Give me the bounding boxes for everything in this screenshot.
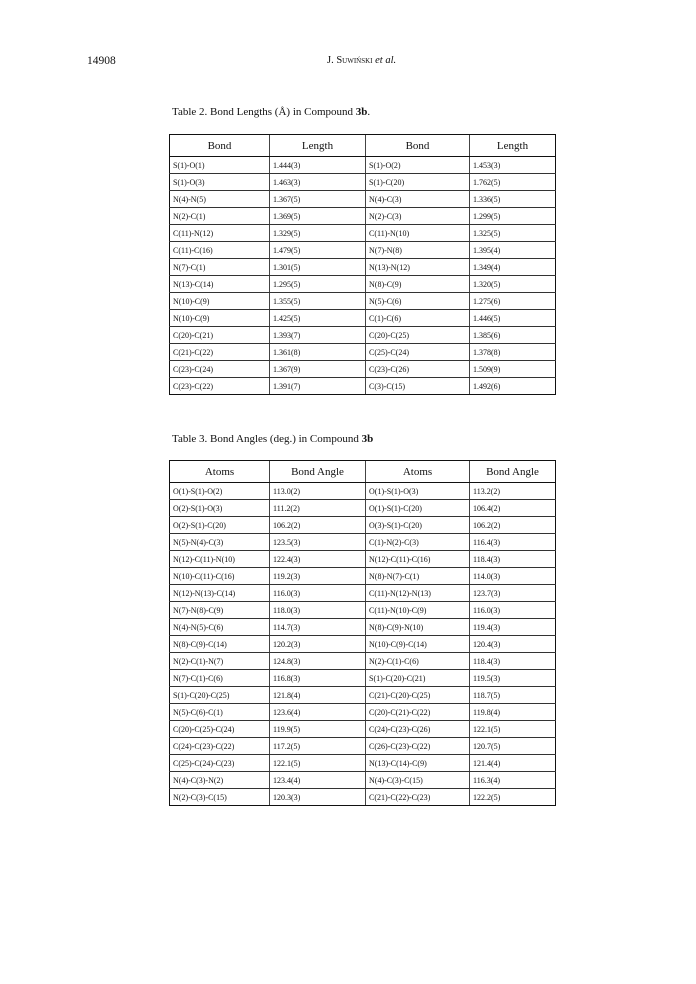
table-cell: 123.6(4) [270, 704, 366, 721]
table-cell: 122.2(5) [470, 789, 556, 806]
table-cell: C(21)-C(22) [170, 344, 270, 361]
table-cell: 118.4(3) [470, 551, 556, 568]
table3-caption-text: Table 3. Bond Angles (deg.) in Compound [172, 433, 362, 445]
table-cell: 120.7(5) [470, 738, 556, 755]
bond-angles-table [169, 460, 556, 806]
table-cell: C(24)-C(23)-C(26) [366, 721, 470, 738]
table-cell: 1.295(5) [270, 276, 366, 293]
table-cell: C(23)-C(22) [170, 378, 270, 395]
table-cell: 1.509(9) [470, 361, 556, 378]
table-cell: N(5)-C(6)-C(1) [170, 704, 270, 721]
table-cell: 116.8(3) [270, 670, 366, 687]
column-header: Length [270, 135, 366, 157]
table-cell: 119.8(4) [470, 704, 556, 721]
table-cell: N(8)-C(9) [366, 276, 470, 293]
table-cell: C(11)-N(12)-N(13) [366, 585, 470, 602]
table-row [170, 327, 556, 344]
table-cell: 1.425(5) [270, 310, 366, 327]
table-cell: N(5)-C(6) [366, 293, 470, 310]
table-cell: 118.7(5) [470, 687, 556, 704]
table-cell: 123.7(3) [470, 585, 556, 602]
table-cell: 120.2(3) [270, 636, 366, 653]
table-cell: S(1)-C(20) [366, 174, 470, 191]
table-cell: N(13)-N(12) [366, 259, 470, 276]
table-cell: 1.299(5) [470, 208, 556, 225]
table-row [170, 259, 556, 276]
table-cell: N(4)-C(3) [366, 191, 470, 208]
table-cell: 116.3(4) [470, 772, 556, 789]
table-cell: N(7)-N(8)-C(9) [170, 602, 270, 619]
table-cell: 124.8(3) [270, 653, 366, 670]
table-cell: S(1)-O(2) [366, 157, 470, 174]
table-row [170, 636, 556, 653]
table-row [170, 344, 556, 361]
table-cell: 1.385(6) [470, 327, 556, 344]
table-cell: 116.0(3) [270, 585, 366, 602]
table-cell: C(20)-C(25) [366, 327, 470, 344]
table-cell: N(4)-N(5) [170, 191, 270, 208]
table-cell: 1.762(5) [470, 174, 556, 191]
table-row [170, 721, 556, 738]
table-cell: 1.369(5) [270, 208, 366, 225]
table-cell: 1.336(5) [470, 191, 556, 208]
table-cell: 1.320(5) [470, 276, 556, 293]
table-row [170, 551, 556, 568]
table-cell: C(20)-C(25)-C(24) [170, 721, 270, 738]
table-row [170, 602, 556, 619]
table-cell: C(1)-C(6) [366, 310, 470, 327]
table2-caption-compound: 3b [355, 106, 368, 118]
table-cell: O(1)-S(1)-O(3) [366, 483, 470, 500]
table-row [170, 276, 556, 293]
table-cell: C(1)-N(2)-C(3) [366, 534, 470, 551]
table-cell: 111.2(2) [270, 500, 366, 517]
table-cell: O(1)-S(1)-O(2) [170, 483, 270, 500]
table-cell: O(1)-S(1)-C(20) [366, 500, 470, 517]
table-cell: 1.453(3) [470, 157, 556, 174]
table-cell: N(8)-C(9)-N(10) [366, 619, 470, 636]
table-cell: 113.0(2) [270, 483, 366, 500]
table-row [170, 208, 556, 225]
table-cell: C(21)-C(20)-C(25) [366, 687, 470, 704]
table-cell: 1.479(5) [270, 242, 366, 259]
table-cell: 1.355(5) [270, 293, 366, 310]
table-cell: 118.0(3) [270, 602, 366, 619]
table-cell: 1.367(5) [270, 191, 366, 208]
table-cell: 122.1(5) [470, 721, 556, 738]
table-row [170, 755, 556, 772]
table-cell: 1.393(7) [270, 327, 366, 344]
table-cell: C(23)-C(26) [366, 361, 470, 378]
table-cell: 106.2(2) [470, 517, 556, 534]
table-cell: S(1)-C(20)-C(25) [170, 687, 270, 704]
table-cell: 123.4(4) [270, 772, 366, 789]
table-row [170, 789, 556, 806]
column-header: Bond [366, 135, 470, 157]
table-row [170, 653, 556, 670]
table-cell: 1.275(6) [470, 293, 556, 310]
table-cell: 1.325(5) [470, 225, 556, 242]
table-cell: N(2)-C(1)-N(7) [170, 653, 270, 670]
table-cell: 1.444(3) [270, 157, 366, 174]
table-row [170, 225, 556, 242]
table-cell: C(20)-C(21)-C(22) [366, 704, 470, 721]
table-row [170, 670, 556, 687]
table-row [170, 191, 556, 208]
table-row [170, 293, 556, 310]
table-cell: 122.4(3) [270, 551, 366, 568]
table-cell: 1.378(8) [470, 344, 556, 361]
column-header: Bond Angle [270, 461, 366, 483]
table-row [170, 157, 556, 174]
table-cell: C(21)-C(22)-C(23) [366, 789, 470, 806]
table-cell: 123.5(3) [270, 534, 366, 551]
table3-caption [172, 433, 373, 445]
table2-caption-text: Table 2. Bond Lengths (Å) in Compound [172, 106, 356, 118]
table-cell: C(11)-N(10)-C(9) [366, 602, 470, 619]
table-cell: C(25)-C(24)-C(23) [170, 755, 270, 772]
table-cell: N(10)-C(11)-C(16) [170, 568, 270, 585]
table-cell: 106.2(2) [270, 517, 366, 534]
table-cell: S(1)-C(20)-C(21) [366, 670, 470, 687]
table-cell: N(2)-C(3) [366, 208, 470, 225]
table-cell: 117.2(5) [270, 738, 366, 755]
table-cell: C(20)-C(21) [170, 327, 270, 344]
table-cell: 1.463(3) [270, 174, 366, 191]
table-cell: N(7)-C(1) [170, 259, 270, 276]
bond-lengths-table [169, 134, 556, 395]
table-cell: N(8)-C(9)-C(14) [170, 636, 270, 653]
table-row [170, 310, 556, 327]
table-cell: 1.367(9) [270, 361, 366, 378]
table-cell: C(26)-C(23)-C(22) [366, 738, 470, 755]
table-cell: 1.492(6) [470, 378, 556, 395]
table-cell: N(10)-C(9) [170, 293, 270, 310]
table-row [170, 534, 556, 551]
table-header-row [170, 461, 556, 483]
table-cell: 116.0(3) [470, 602, 556, 619]
table-row [170, 568, 556, 585]
table-cell: S(1)-O(3) [170, 174, 270, 191]
table-cell: C(11)-N(12) [170, 225, 270, 242]
column-header: Atoms [366, 461, 470, 483]
table-cell: 113.2(2) [470, 483, 556, 500]
table-cell: N(4)-N(5)-C(6) [170, 619, 270, 636]
table-cell: N(2)-C(1) [170, 208, 270, 225]
table-cell: 118.4(3) [470, 653, 556, 670]
table-row [170, 500, 556, 517]
table-cell: 106.4(2) [470, 500, 556, 517]
table-cell: C(24)-C(23)-C(22) [170, 738, 270, 755]
table-cell: 121.8(4) [270, 687, 366, 704]
table-cell: 116.4(3) [470, 534, 556, 551]
table-cell: 119.9(5) [270, 721, 366, 738]
table-cell: N(10)-C(9)-C(14) [366, 636, 470, 653]
table-cell: N(10)-C(9) [170, 310, 270, 327]
table-cell: N(13)-C(14) [170, 276, 270, 293]
table-cell: N(13)-C(14)-C(9) [366, 755, 470, 772]
table-cell: N(4)-C(3)-C(15) [366, 772, 470, 789]
table-cell: C(11)-C(16) [170, 242, 270, 259]
table-cell: S(1)-O(1) [170, 157, 270, 174]
table-cell: 121.4(4) [470, 755, 556, 772]
column-header: Bond Angle [470, 461, 556, 483]
table-row [170, 687, 556, 704]
table-cell: 1.391(7) [270, 378, 366, 395]
running-head-author: J. Suwiński [327, 55, 373, 66]
table-cell: N(2)-C(1)-C(6) [366, 653, 470, 670]
running-head [327, 55, 396, 66]
table-cell: N(4)-C(3)-N(2) [170, 772, 270, 789]
table-row [170, 619, 556, 636]
table-cell: N(7)-N(8) [366, 242, 470, 259]
table-cell: 1.349(4) [470, 259, 556, 276]
table-cell: 1.301(5) [270, 259, 366, 276]
table-cell: 119.5(3) [470, 670, 556, 687]
table-cell: C(3)-C(15) [366, 378, 470, 395]
table-cell: 119.4(3) [470, 619, 556, 636]
table-cell: 114.0(3) [470, 568, 556, 585]
running-head-et-al: et al. [375, 55, 397, 66]
table-row [170, 738, 556, 755]
table-cell: N(5)-N(4)-C(3) [170, 534, 270, 551]
table-row [170, 242, 556, 259]
table-row [170, 517, 556, 534]
table-cell: 119.2(3) [270, 568, 366, 585]
table2-caption [172, 106, 370, 118]
table-row [170, 483, 556, 500]
table-cell: 1.329(5) [270, 225, 366, 242]
column-header: Length [470, 135, 556, 157]
table-cell: 1.446(5) [470, 310, 556, 327]
table-row [170, 174, 556, 191]
table-cell: N(8)-N(7)-C(1) [366, 568, 470, 585]
table2-caption-end: . [367, 106, 371, 118]
page-number: 14908 [87, 55, 116, 67]
table-cell: O(2)-S(1)-C(20) [170, 517, 270, 534]
table-cell: C(25)-C(24) [366, 344, 470, 361]
column-header: Atoms [170, 461, 270, 483]
table-cell: 120.4(3) [470, 636, 556, 653]
table3-caption-compound: 3b [361, 433, 374, 445]
table-cell: C(11)-N(10) [366, 225, 470, 242]
table-cell: N(2)-C(3)-C(15) [170, 789, 270, 806]
table-row [170, 361, 556, 378]
table-cell: 1.361(8) [270, 344, 366, 361]
table-cell: C(23)-C(24) [170, 361, 270, 378]
table-row [170, 772, 556, 789]
table-row [170, 585, 556, 602]
table-cell: O(3)-S(1)-C(20) [366, 517, 470, 534]
table-header-row [170, 135, 556, 157]
table-cell: 120.3(3) [270, 789, 366, 806]
table-cell: N(12)-C(11)-N(10) [170, 551, 270, 568]
table-row [170, 378, 556, 395]
table-cell: 122.1(5) [270, 755, 366, 772]
column-header: Bond [170, 135, 270, 157]
table-cell: 1.395(4) [470, 242, 556, 259]
table-cell: N(7)-C(1)-C(6) [170, 670, 270, 687]
table-cell: N(12)-C(11)-C(16) [366, 551, 470, 568]
table-cell: O(2)-S(1)-O(3) [170, 500, 270, 517]
table-cell: N(12)-N(13)-C(14) [170, 585, 270, 602]
table-row [170, 704, 556, 721]
table-cell: 114.7(3) [270, 619, 366, 636]
